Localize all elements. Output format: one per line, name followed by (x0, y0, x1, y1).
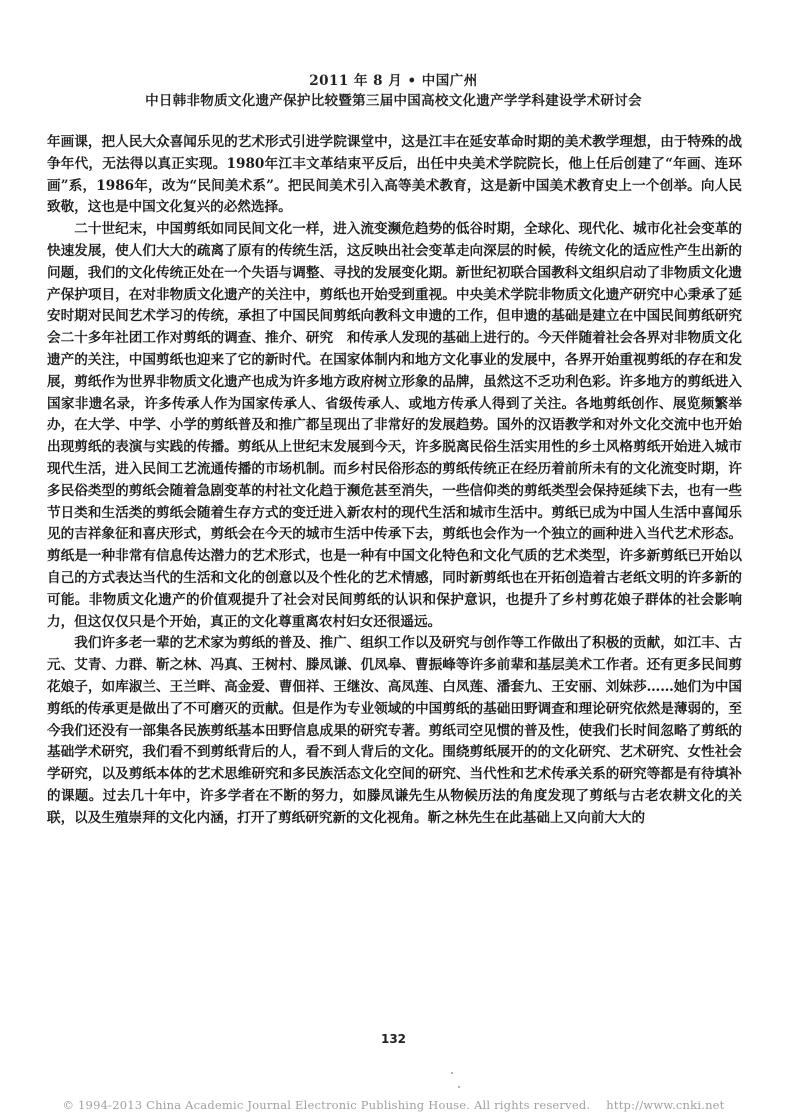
copyright-notice: © 1994-2013 China Academic Journal Electronic Publishing House. All rights reserved. (62, 1098, 591, 1112)
copyright-footer (0, 1098, 787, 1112)
scan-speck (451, 1072, 453, 1074)
paragraph-continuation: 年画课，把人民大众喜闻乐见的艺术形式引进学院课堂中，这是江丰在延安革命时期的美术教学理想，由于特殊的战争年代，无法得以真正实现。1980年江丰文革结束平反后，出任中央美术学院院长，他上任后创建了“年画、连环画”系，1986年，改为“民间美术系”。把民间美术引入高等美术教育，这是新中国美术教育史上一个创举。向人民致敬，这也是中国文化复兴的必然选择。 (47, 134, 742, 216)
paragraph: 我们许多老一辈的艺术家为剪纸的普及、推广、组织工作以及研究与创作等工作做出了积极的贡献，如江丰、古元、艾青、力群、靳之林、冯真、王树村、滕凤谦、仉凤皋、曹振峰等许多前辈和基层美术工作者。还有更多民间剪花娘子，如库淑兰、王兰畔、高金爱、曹佃祥、王继汝、高凤莲、白凤莲、潘套九、王安丽、刘妹莎……她们为中国剪纸的传承更是做出了不可磨灭的贡献。但是作为专业领域的中国剪纸的基础田野调查和理论研究依然是薄弱的，至今我们还没有一部集各民族剪纸基本田野信息成果的研究专著。剪纸司空见惯的普及性，使我们长时间忽略了剪纸的基础学术研究，我们看不到剪纸背后的人，看不到人背后的文化。围绕剪纸展开的的文化研究、艺术研究、女性社会学研究，以及剪纸本体的艺术思维研究和多民族活态文化空间的研究、当代性和艺术传承关系的研究等都是有待填补的课题。过去几十年中，许多学者在不断的努力，如滕凤谦先生从物候历法的角度发现了剪纸与古老农耕文化的关联，以及生殖崇拜的文化内涵，打开了剪纸研究新的文化视角。靳之林先生在此基础上又向前大大的 (47, 635, 742, 826)
cnki-link[interactable]: http://www.cnki.net (606, 1098, 725, 1112)
page-number: 132 (380, 1032, 407, 1046)
paragraph: 二十世纪末，中国剪纸如同民间文化一样，进入流变濒危趋势的低谷时期，全球化、现代化、城市化社会变革的快速发展，使人们大大的疏离了原有的传统生活，这反映出社会变革走向深层的时候，传统文化的适应性产生出新的问题，我们的文化传统正处在一个失语与调整、寻找的发展变化期。新世纪初联合国教科文组织启动了非物质文化遗产保护项目，在对非物质文化遗产的关注中，剪纸也开始受到重视。中央美术学院非物质文化遗产研究中心秉承了延安时期对民间艺术学习的传统，承担了中国民间剪纸向教科文申遗的工作，但申遗的基础是建立在中国民间剪纸研究会二十多年社团工作对剪纸的调查、推介、研究 和传承人发现的基础上进行的。今天伴随着社会各界对非物质文化遗产的关注，中国剪纸也迎来了它的新时代。在国家体制内和地方文化事业的发展中，各界开始重视剪纸的存在和发展，剪纸作为世界非物质文化遗产也成为许多地方政府树立形象的品牌，虽然这不乏功利色彩。许多地方的剪纸进入国家非遗名录，许多传承人作为国家传承人、省级传承人、或地方传承人得到了关注。各地剪纸创作、展览频繁举办，在大学、中学、小学的剪纸普及和推广都呈现出了非常好的发展趋势。国外的汉语教学和对外文化交流中也开始出现剪纸的表演与实践的传播。剪纸从上世纪末发展到今天，许多脱离民俗生活实用性的乡土风格剪纸开始进入城市现代生活，进入民间工艺流通传播的市场机制。而乡村民俗形态的剪纸传统正在经历着前所未有的文化流变时期，许多民俗类型的剪纸会随着急剧变革的村社文化趋于濒危甚至消失，一些信仰类的剪纸类型会保持延续下去，也有一些节日类和生活类的剪纸会随着生存方式的变迁进入新农村的现代生活和城市生活中。剪纸已成为中国人生活中喜闻乐见的吉祥象征和喜庆形式，剪纸会在今天的城市生活中传承下去，剪纸也会作为一个独立的画种进入当代艺术形态。剪纸是一种非常有信息传达潜力的艺术形式，也是一种有中国文化特色和文化气质的艺术类型，许多新剪纸已开始以自己的方式表达当代的生活和文化的创意以及个性化的艺术情感，同时新剪纸也在开拓创造着古老纸文明的许多新的可能。非物质文化遗产的价值观提升了社会对民间剪纸的认识和保护意识，也提升了乡村剪花娘子群体的社会影响力，但这仅仅只是个开始，真正的文化尊重离农村妇女还很遥远。 (47, 221, 742, 630)
conference-title: 中日韩非物质文化遗产保护比较暨第三届中国高校文化遗产学学科建设学术研讨会 (145, 93, 642, 109)
scan-speck (458, 1086, 460, 1088)
article-body (47, 132, 742, 830)
conference-date-location: 2011 年 8 月 • 中国广州 (309, 73, 478, 89)
